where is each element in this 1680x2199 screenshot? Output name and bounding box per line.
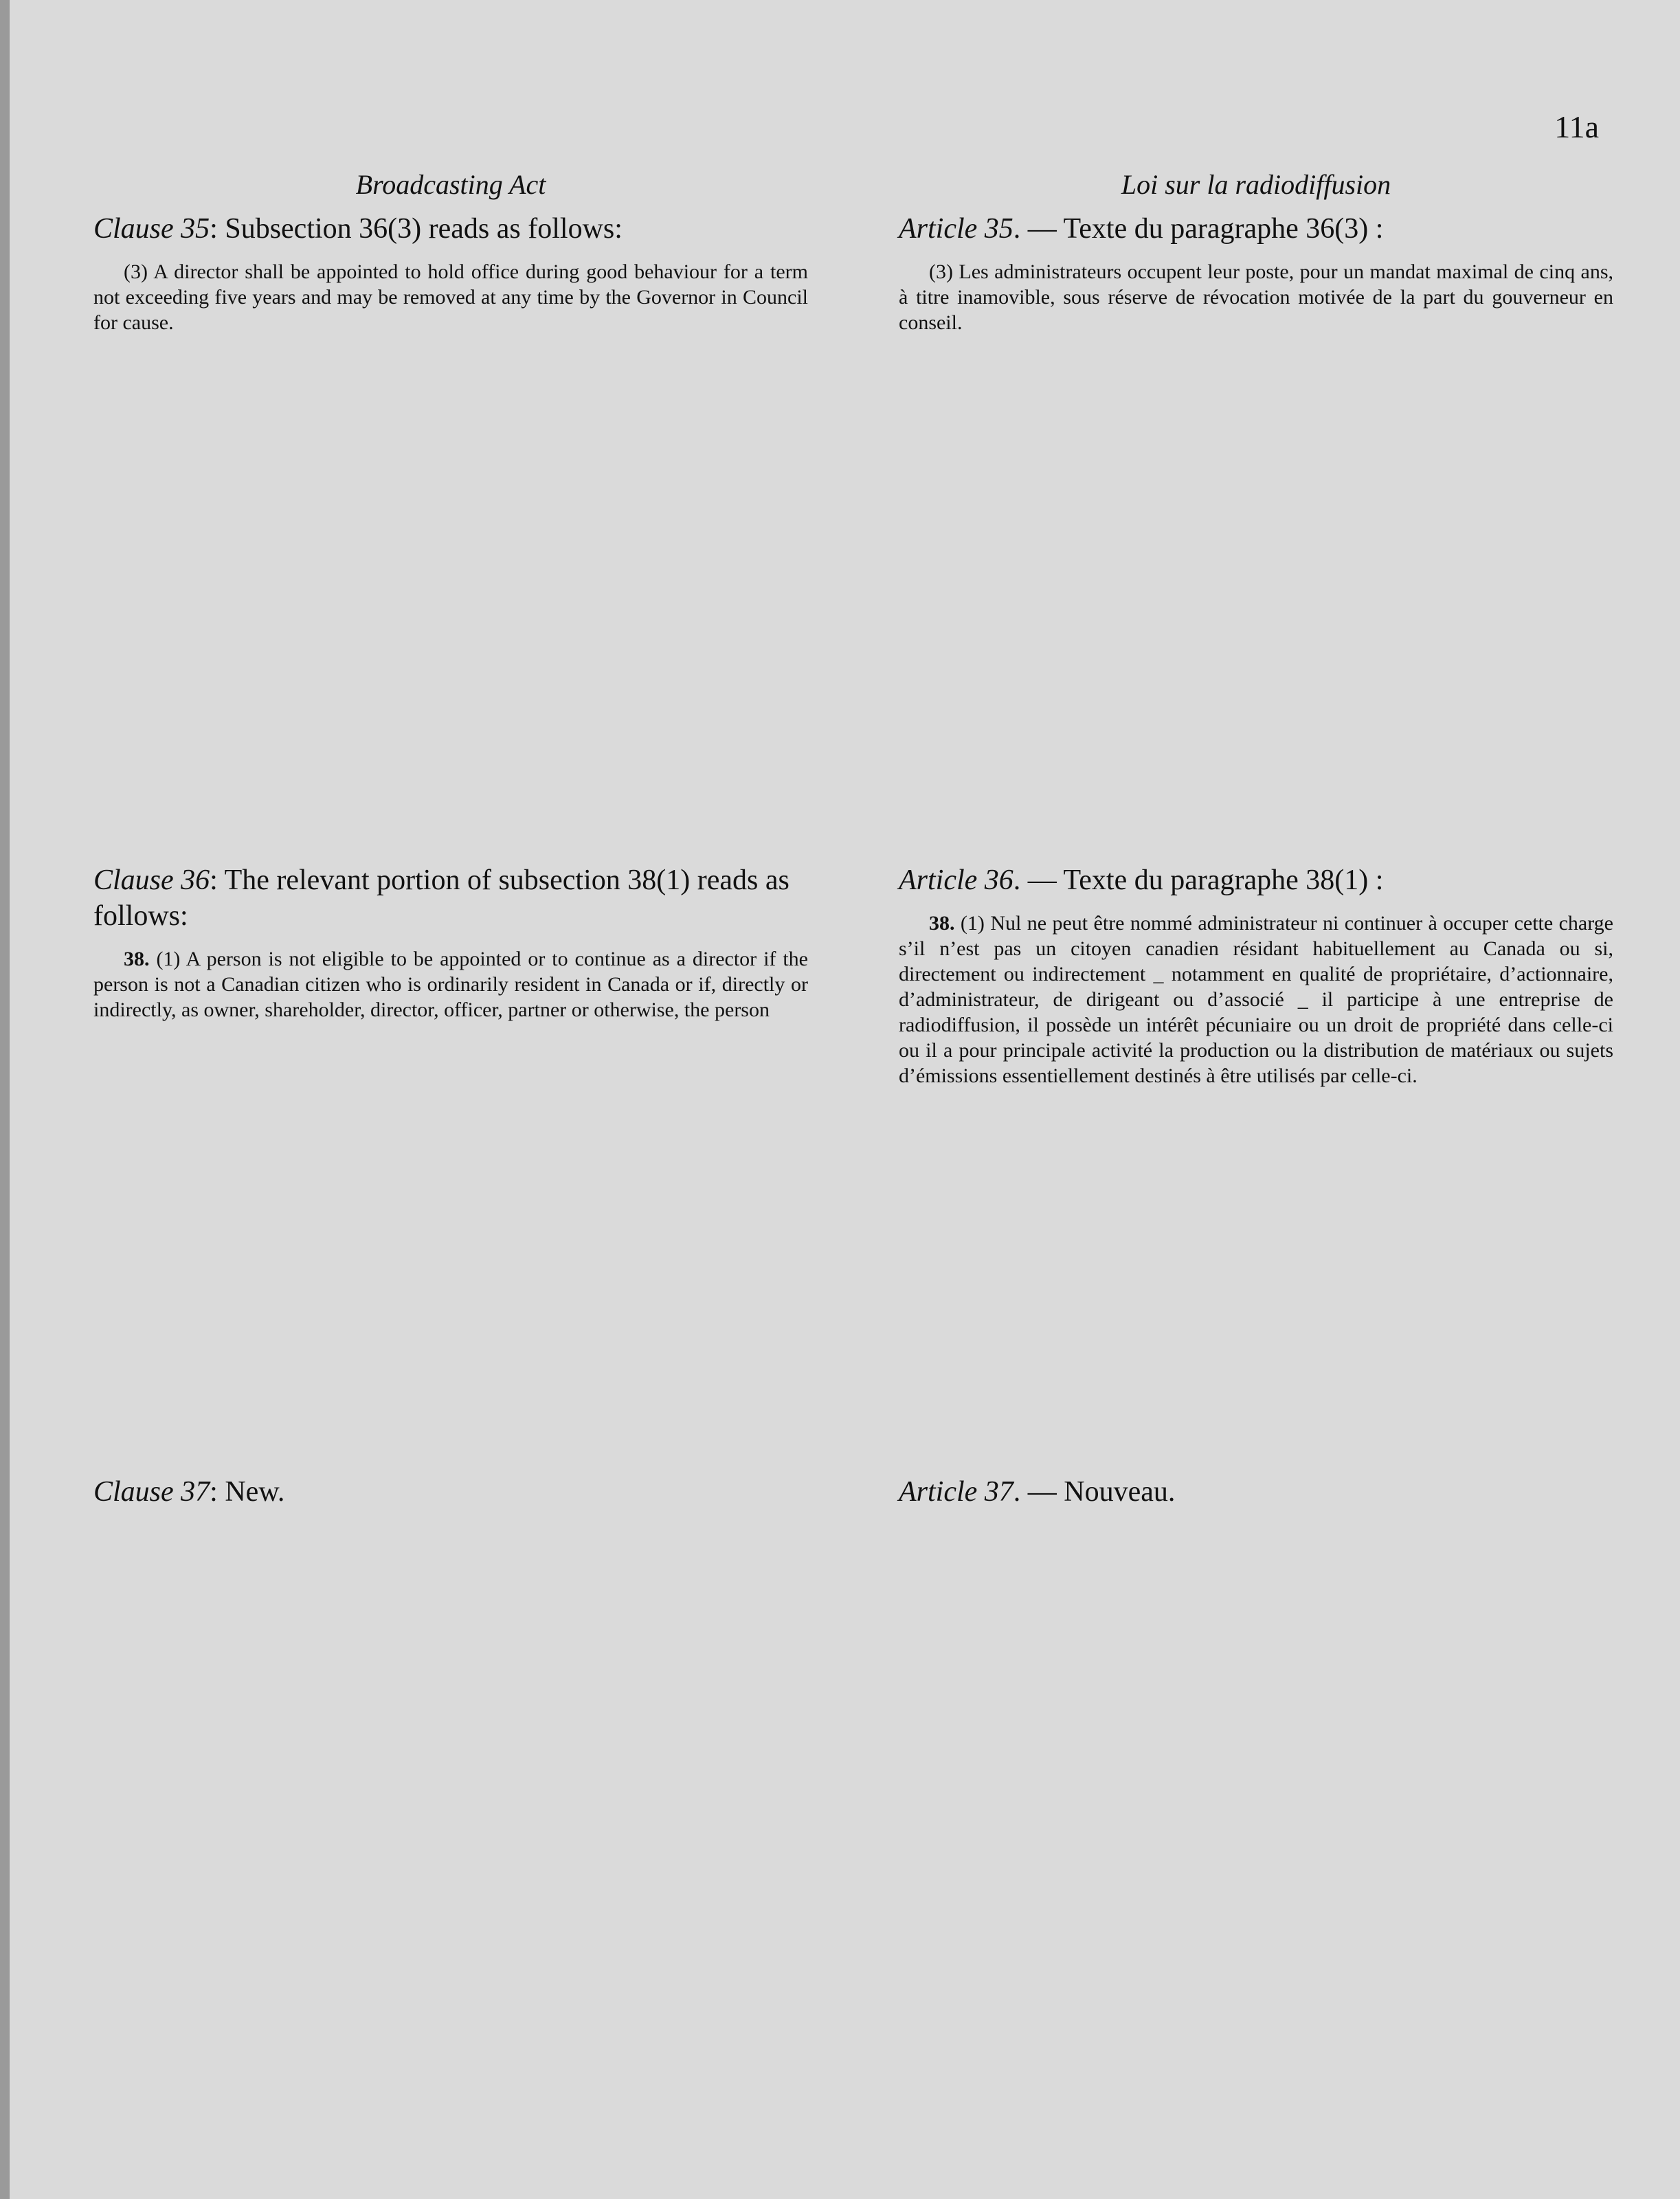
english-column [93,168,808,2161]
french-act-title: Loi sur la radiodiffusion [1121,169,1391,200]
page-binding-edge [0,0,10,2199]
article-37-heading [899,1474,1613,1510]
article-36-section-number: 38. [929,912,955,935]
english-act-title: Broadcasting Act [355,169,546,200]
clause-35-text: (3) A director shall be appointed to hold office during good behaviour for a term not exceeding five years and may be removed at any time by the Governor in Council for cause. [93,260,808,334]
article-36-body: (1) Nul ne peut être nommé administrateur ni continuer à occuper cette charge s’il n’est pas un citoyen canadien résidant habituellement au Canada ou si, directement ou indirectement _ notamment en qualité de propriétaire, d’actionnaire, d’administrateur, de dirigeant ou d’associé _ il participe à une entreprise de radiodiffusion, il possède un intérêt pécuniaire ou un droit de propriété dans celle-ci ou il a pour principale activité la production ou la distribution de matériaux ou sujets d’émissions essentiellement destinés à être utilisés par celle-ci. [899,912,1613,1087]
clause-36-label: Clause 36 [93,864,210,896]
clause-35-label: Clause 35 [93,213,210,245]
clause-37-heading [93,1474,808,1510]
clause-37-heading-text: : New. [210,1476,285,1508]
clause-36-heading [93,862,808,934]
clause-36-heading-text: : The relevant portion of subsection 38(1) reads as follows: [93,864,789,932]
french-column [899,168,1613,2161]
clause-36 [93,862,808,1023]
page-number: 11a [1554,109,1599,144]
article-37-label: Article 37 [899,1476,1013,1508]
article-36-heading [899,862,1613,898]
article-35-heading [899,211,1613,247]
article-35-heading-text: . — Texte du paragraphe 36(3) : [1013,213,1384,245]
article-35-text: (3) Les administrateurs occupent leur poste, pour un mandat maximal de cinq ans, à titre inamovible, sous réserve de révocation motivée de la part du gouverneur en conseil. [899,260,1613,334]
clause-37 [93,1474,808,1522]
clause-36-section-number: 38. [124,948,150,970]
article-35 [899,211,1613,335]
clause-36-text [93,946,808,1023]
article-36-text [899,911,1613,1089]
clause-36-body: (1) A person is not eligible to be appointed or to continue as a director if the person is not a Canadian citizen who is ordinarily resident in Canada or if, directly or indirectly, as owner, shareholder, director, officer, partner or otherwise, the person [93,948,809,1021]
article-35-label: Article 35 [899,213,1013,245]
clause-35 [93,211,808,335]
article-36 [899,862,1613,1089]
article-37-heading-text: . — Nouveau. [1013,1476,1176,1508]
article-36-label: Article 36 [899,864,1013,896]
article-37 [899,1474,1613,1522]
clause-37-label: Clause 37 [93,1476,210,1508]
clause-35-heading-text: : Subsection 36(3) reads as follows: [210,213,623,245]
clause-35-heading [93,211,808,247]
article-36-heading-text: . — Texte du paragraphe 38(1) : [1013,864,1384,896]
